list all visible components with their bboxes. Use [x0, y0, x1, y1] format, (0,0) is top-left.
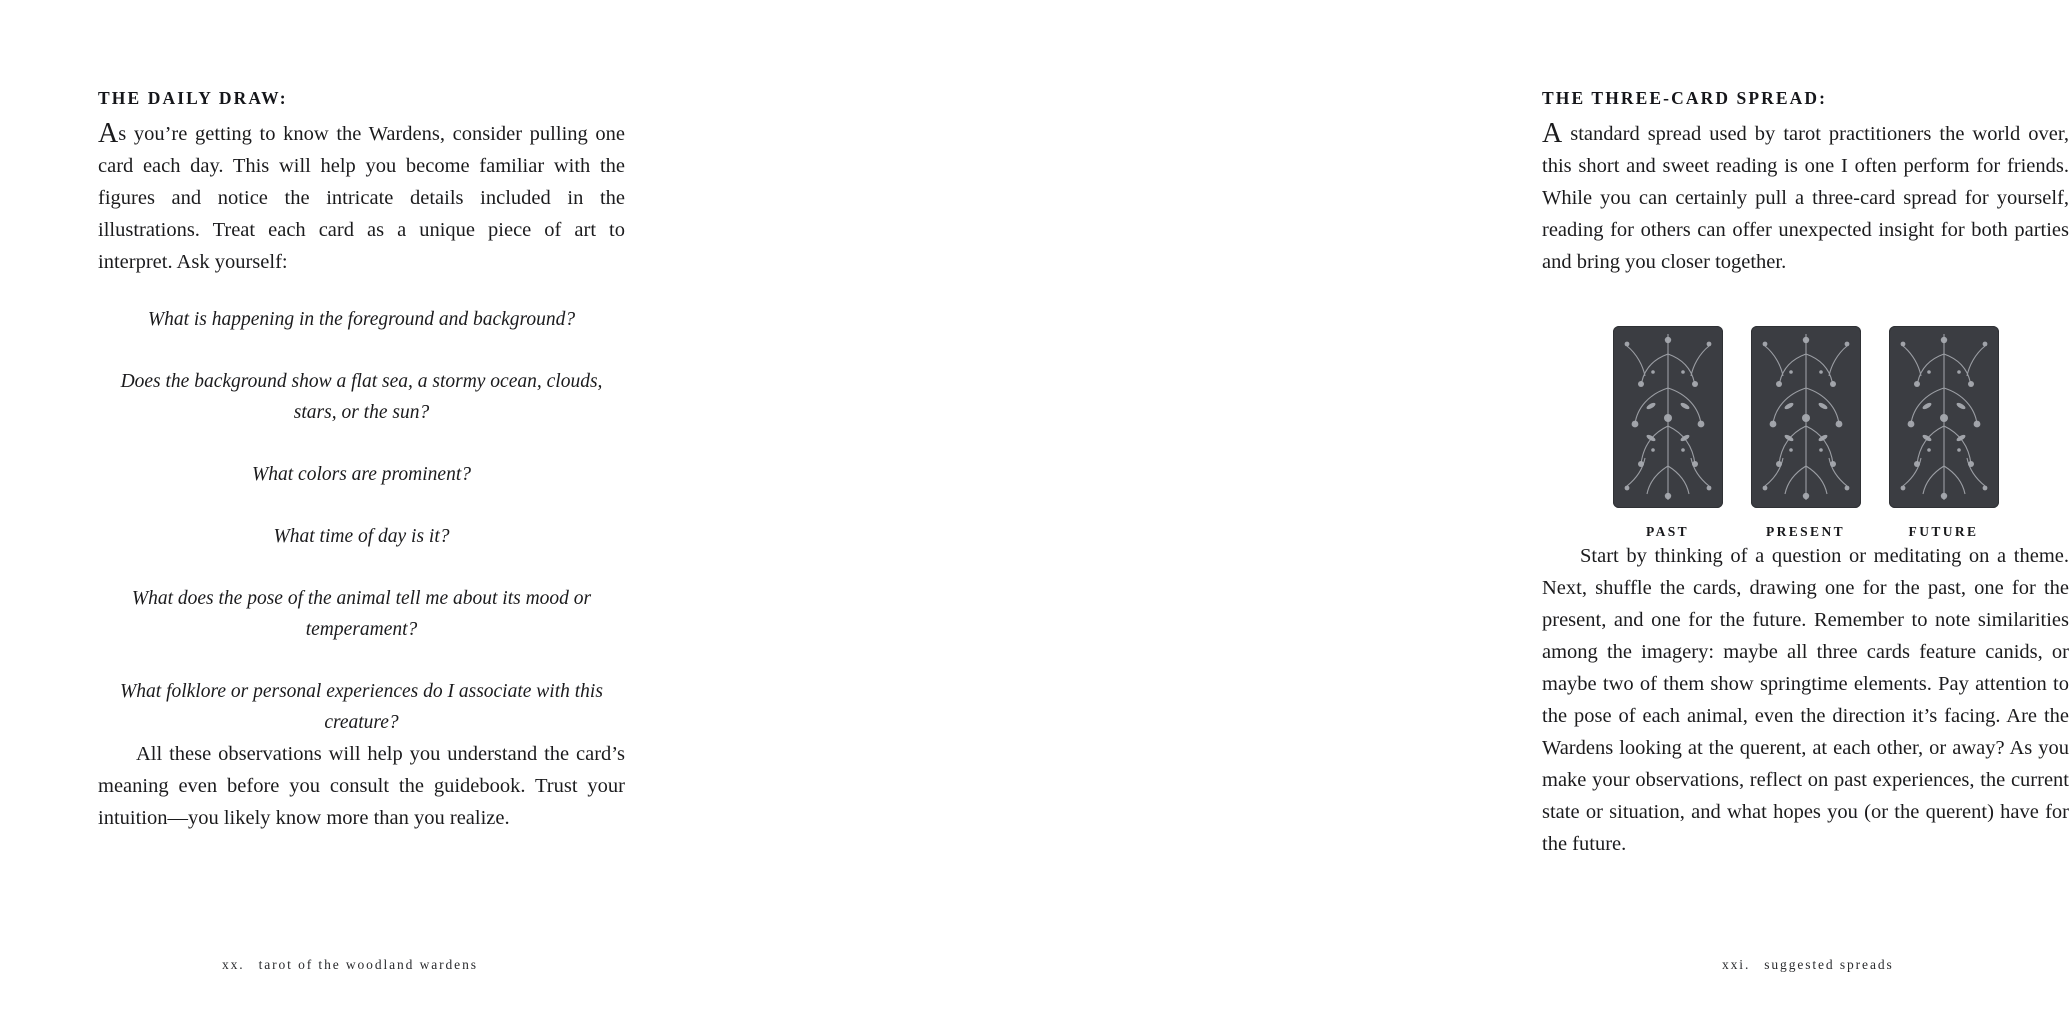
card-past: [1613, 326, 1723, 540]
list-item: What time of day is it?: [273, 526, 450, 547]
folio-right: [1722, 957, 1894, 973]
list-item: Does the background show a flat sea, a stormy ocean, clouds, stars, or the sun?: [120, 371, 603, 423]
page-number: xxi.: [1722, 957, 1751, 972]
running-title: suggested spreads: [1764, 957, 1894, 972]
card-back-art: [1613, 326, 1723, 508]
daily-draw-intro-paragraph: [98, 118, 625, 278]
folio-left: [222, 957, 478, 973]
card-back-art: [1751, 326, 1861, 508]
right-column: [1542, 88, 2069, 860]
floral-pattern-icon: [1613, 326, 1723, 508]
running-title: tarot of the woodland wardens: [258, 957, 478, 972]
three-card-intro-paragraph: [1542, 118, 2069, 278]
floral-pattern-icon: [1889, 326, 1999, 508]
three-card-intro-text: standard spread used by tarot practitioners the world over, this short and sweet reading is one I often perform for friends. While you can certainly pull a three-card spread for yourself, reading for others can offer unexpected insight for both parties and bring you closer together.: [1542, 123, 2069, 273]
list-item: What folklore or personal experiences do I associate with this creature?: [120, 681, 603, 733]
reflection-questions-list: [98, 304, 625, 738]
list-item: What colors are prominent?: [252, 464, 471, 485]
list-item: What does the pose of the animal tell me about its mood or temperament?: [131, 588, 592, 640]
three-card-spread-heading: THE THREE-CARD SPREAD:: [1542, 88, 1828, 108]
page-number: xx.: [222, 957, 245, 972]
daily-draw-heading: THE DAILY DRAW:: [98, 88, 288, 108]
card-label-past: PAST: [1645, 524, 1690, 539]
card-label-present: PRESENT: [1765, 524, 1846, 539]
left-column: [98, 88, 625, 834]
daily-draw-closing-paragraph: All these observations will help you understand the card’s meaning even before you consult the guidebook. Trust your intuition—you likely know more than you realize.: [98, 743, 625, 829]
card-label-future: FUTURE: [1908, 524, 1979, 539]
three-card-spread-illustration: [1542, 326, 2069, 540]
card-future: [1889, 326, 1999, 540]
left-page: [0, 0, 722, 1019]
list-item: What is happening in the foreground and background?: [147, 309, 576, 330]
card-present: [1751, 326, 1861, 540]
right-page: [722, 0, 2069, 1019]
daily-draw-intro-text: s you’re getting to know the Wardens, consider pulling one card each day. This will help you become familiar with the figures and notice the intricate details included in the illustrations. Treat each card as a unique piece of art to interpret. Ask yourself:: [98, 123, 625, 273]
dropcap-letter: A: [98, 118, 119, 149]
dropcap-letter: A: [1542, 118, 1563, 149]
card-back-art: [1889, 326, 1999, 508]
three-card-body-paragraph: Start by thinking of a question or meditating on a theme. Next, shuffle the cards, drawing one for the past, one for the present, and one for the future. Remember to note similarities among the imagery: maybe all three cards feature canids, or maybe two of them show springtime elements. Pay attention to the pose of each animal, even the direction it’s facing. Are the Wardens looking at the querent, at each other, or away? As you make your observations, reflect on past experiences, the current state or situation, and what hopes you (or the querent) have for the future.: [1542, 545, 2069, 855]
floral-pattern-icon: [1751, 326, 1861, 508]
